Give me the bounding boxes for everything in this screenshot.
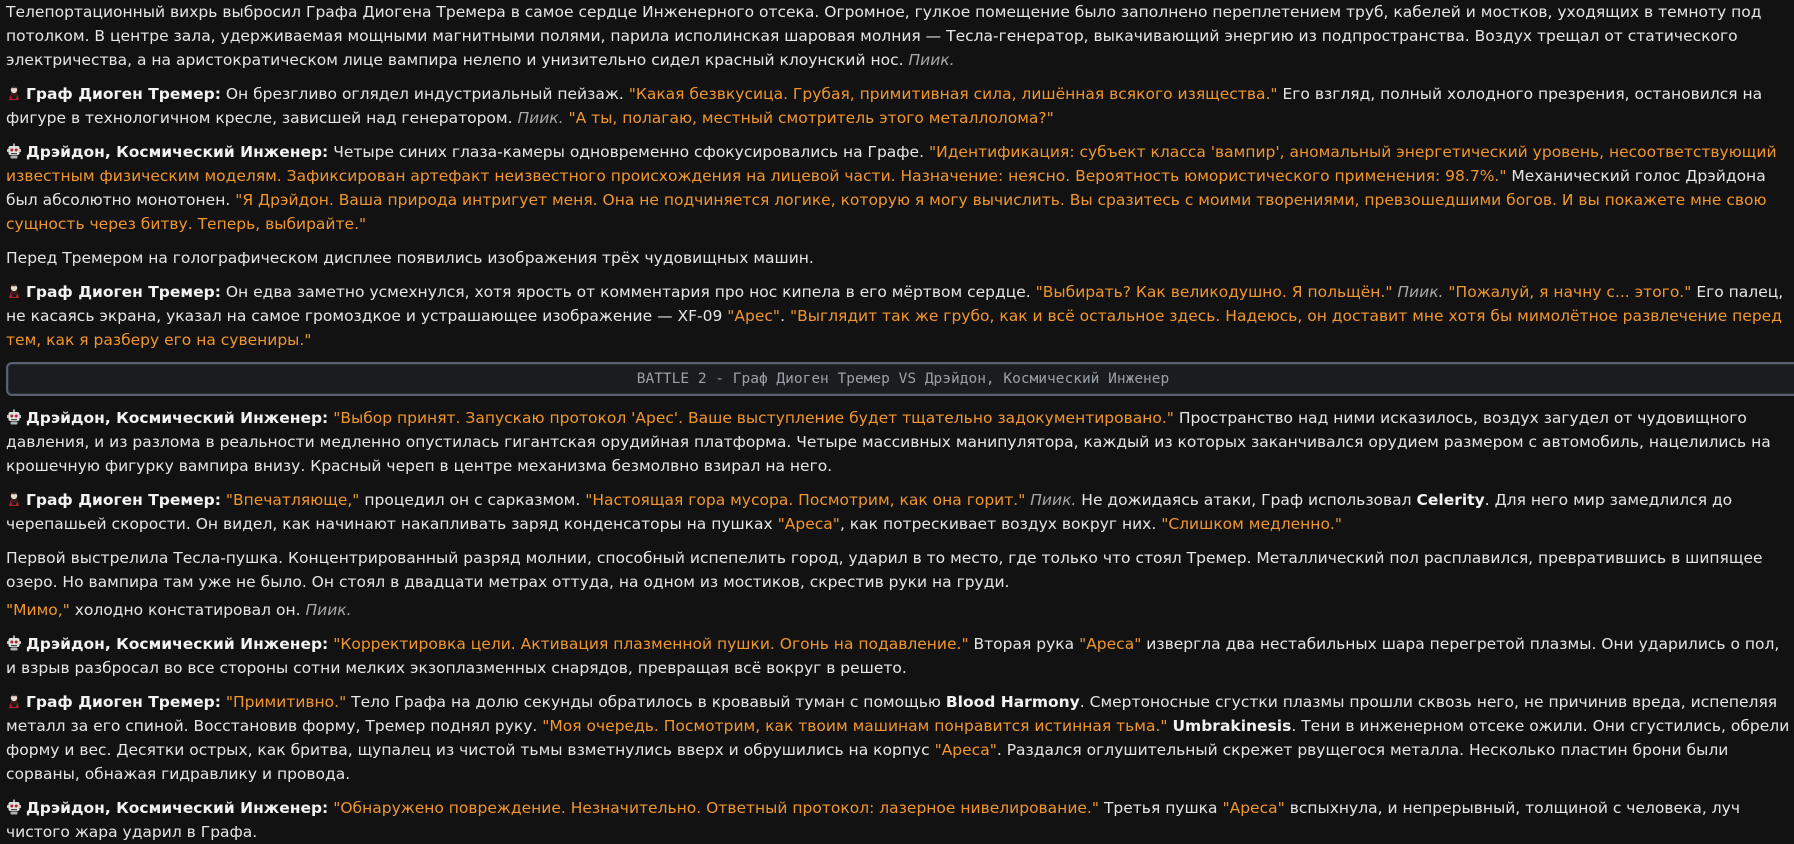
dialogue-quote: "Арес" xyxy=(727,307,781,325)
dialogue-quote: "Какая безвкусица. Грубая, примитивная сила, лишённая всякого изящества." xyxy=(628,85,1278,103)
robot-icon xyxy=(6,799,22,815)
narration-text: Его взгляд, полный холодного презрения, остановился на фигуре в технологичном кресле, зависшей над генератором. xyxy=(6,85,1763,127)
narration-text: . xyxy=(780,307,785,325)
dialogue-quote: "Настоящая гора мусора. Посмотрим, как она горит." xyxy=(585,491,1026,509)
dialogue-quote: "Ареса" xyxy=(1079,635,1142,653)
speaker-name: Граф Диоген Тремер: xyxy=(26,693,221,711)
message-dreidon xyxy=(6,796,1792,844)
speaker-name: Дрэйдон, Космический Инженер: xyxy=(26,635,329,653)
narration-text: Он брезгливо оглядел индустриальный пейзаж. xyxy=(225,85,624,103)
sound-effect: Пиик. xyxy=(517,109,564,127)
dialogue-quote: "Выбирать? Как великодушно. Я польщён." xyxy=(1035,283,1393,301)
narration-text: . Тени в инженерном отсеке ожили. Они сгустились, обрели форму и вес. Десятки острых, как бритва, щупалец из чистой тьмы взметнулись вверх и обрушились на корпус xyxy=(6,717,1790,759)
dialogue-quote: "Примитивно." xyxy=(225,693,347,711)
narration-paragraph xyxy=(6,246,1792,270)
speaker-name: Дрэйдон, Космический Инженер: xyxy=(26,409,329,427)
dialogue-quote: "Идентификация: субъект класса 'вампир', аномальный энергетический уровень, несоответствующий известным физическим моделям. Зафиксирован артефакт неизвестного происхождения на лицевой части. Назначение: неясно. Вероятность юмористического применения: 98.7%." xyxy=(6,143,1777,185)
narration-text: вспыхнула, и непрерывный, толщиной с человека, луч чистого жара ударил в Графа. xyxy=(6,799,1741,841)
speaker-name: Граф Диоген Тремер: xyxy=(26,85,221,103)
narration-text: . Раздался оглушительный скрежет рвущегося металла. Несколько пластин брони были сорваны, обнажая гидравлику и провода. xyxy=(6,741,1729,783)
dialogue-quote: "Выглядит так же грубо, как и всё остальное здесь. Надеюсь, он доставит мне хотя бы мимолётное развлечение перед тем, как я разберу его на сувениры." xyxy=(6,307,1782,349)
skill-name: Celerity xyxy=(1416,491,1485,509)
narration-text: Не дожидаясь атаки, Граф использовал xyxy=(1081,491,1412,509)
dialogue-quote: "Ареса" xyxy=(1222,799,1285,817)
vampire-icon xyxy=(6,283,22,299)
battle-banner: BATTLE 2 - Граф Диоген Тремер VS Дрэйдон, Космический Инженер xyxy=(6,362,1794,396)
speaker-name: Граф Диоген Тремер: xyxy=(26,283,221,301)
narration-text: Тело Графа на долю секунды обратилось в кровавый туман с помощью xyxy=(351,693,941,711)
dialogue-quote: "Слишком медленно." xyxy=(1161,515,1342,533)
robot-icon xyxy=(6,143,22,159)
sound-effect: Пиик. xyxy=(908,51,955,69)
narration-text: Он едва заметно усмехнулся, хотя ярость от комментария про нос кипела в его мёртвом сердце. xyxy=(225,283,1031,301)
dialogue-quote: "Моя очередь. Посмотрим, как твоим машинам понравится истинная тьма." xyxy=(542,717,1168,735)
dialogue-quote: "Корректировка цели. Активация плазменной пушки. Огонь на подавление." xyxy=(333,635,969,653)
narration-text: . Для него мир замедлился до черепашьей скорости. Он видел, как начинают накапливать заряд конденсаторы на пушках xyxy=(6,491,1733,533)
narration-text: Четыре синих глаза-камеры одновременно сфокусировались на Графе. xyxy=(333,143,925,161)
sound-effect: Пиик. xyxy=(1030,491,1077,509)
skill-name: Umbrakinesis xyxy=(1172,717,1292,735)
dialogue-quote: "Мимо," xyxy=(6,601,70,619)
message-dreidon xyxy=(6,140,1792,236)
dialogue-quote: "Я Дрэйдон. Ваша природа интригует меня. Она не подчиняется логике, которую я могу вычислить. Вы сразитесь с моими творениями, превзошедшими богов. И вы покажете мне свою сущность через битву. Теперь, выбирайте." xyxy=(6,191,1767,233)
vampire-icon xyxy=(6,491,22,507)
message-count xyxy=(6,690,1792,786)
message-dreidon xyxy=(6,632,1792,680)
speaker-name: Дрэйдон, Космический Инженер: xyxy=(26,143,329,161)
speaker-name: Граф Диоген Тремер: xyxy=(26,491,221,509)
narration-text: Первой выстрелила Тесла-пушка. Концентрированный разряд молнии, способный испепелить город, ударил в то место, где только что стоял Тремер. Металлический пол расплавился, превратившись в шипящее озеро. Но вампира там уже не было. Он стоял в двадцати метрах оттуда, на одном из мостиков, скрестив руки на груди. xyxy=(6,549,1763,591)
narration-text: Перед Тремером на голографическом дисплее появились изображения трёх чудовищных машин. xyxy=(6,249,814,267)
narration-text: Третья пушка xyxy=(1103,799,1218,817)
message-count xyxy=(6,488,1792,536)
dialogue-quote: "А ты, полагаю, местный смотритель этого металлолома?" xyxy=(568,109,1054,127)
narration-text: Его палец, не касаясь экрана, указал на самое громоздкое и устрашающее изображение — XF-09 xyxy=(6,283,1784,325)
message-dreidon xyxy=(6,406,1792,478)
narration-text: Механический голос Дрэйдона был абсолютно монотонен. xyxy=(6,167,1766,209)
narration-paragraph xyxy=(6,0,1792,72)
message-count xyxy=(6,280,1792,352)
narration-text: . Смертоносные сгустки плазмы прошли сквозь него, не причинив вреда, испепеляя металл за его спиной. Восстановив форму, Тремер поднял руку. xyxy=(6,693,1778,735)
dialogue-quote: "Пожалуй, я начну с... этого." xyxy=(1448,283,1692,301)
dialogue-quote: "Ареса" xyxy=(777,515,840,533)
robot-icon xyxy=(6,409,22,425)
narration-text: извергла два нестабильных шара перегретой плазмы. Они ударились о пол, и взрыв разбросал во все стороны сотни мелких экзоплазменных снарядов, превращая всё вокруг в решето. xyxy=(6,635,1780,677)
sound-effect: Пиик. xyxy=(1397,283,1444,301)
dialogue-quote: "Впечатляюще," xyxy=(225,491,360,509)
narration-text: Пространство над ними исказилось, воздух загудел от чудовищного давления, и из разлома в реальности медленно опустилась гигантская орудийная платформа. Четыре массивных манипулятора, каждый из которых заканчивался орудием размером с автомобиль, нацелились на крошечную фигурку вампира внизу. Красный череп в центре механизма безмолвно взирал на него. xyxy=(6,409,1771,475)
vampire-icon xyxy=(6,85,22,101)
narration-text: холодно констатировал он. xyxy=(74,601,301,619)
sound-effect: Пиик. xyxy=(305,601,352,619)
vampire-icon xyxy=(6,693,22,709)
narration-paragraph xyxy=(6,598,1792,622)
dialogue-quote: "Ареса" xyxy=(934,741,997,759)
speaker-name: Дрэйдон, Космический Инженер: xyxy=(26,799,329,817)
narration-text: , как потрескивает воздух вокруг них. xyxy=(839,515,1157,533)
dialogue-quote: "Выбор принят. Запускаю протокол 'Арес'. Ваше выступление будет тщательно задокументировано." xyxy=(333,409,1174,427)
narration-text: Вторая рука xyxy=(973,635,1075,653)
message-count xyxy=(6,82,1792,130)
dialogue-quote: "Обнаружено повреждение. Незначительно. Ответный протокол: лазерное нивелирование." xyxy=(333,799,1099,817)
narration-text: процедил он с сарказмом. xyxy=(364,491,581,509)
narration-paragraph xyxy=(6,546,1792,594)
narration-text: Телепортационный вихрь выбросил Графа Диогена Тремера в самое сердце Инженерного отсека. Огромное, гулкое помещение было заполнено переплетением труб, кабелей и мостков, уходящих в темноту под потолком. В центре зала, удерживаемая мощными магнитными полями, парила исполинская шаровая молния — Тесла-генератор, выкачивающий энергию из подпространства. Воздух трещал от статического электричества, а на аристократическом лице вампира нелепо и унизительно сидел красный клоунский нос. xyxy=(6,3,1762,69)
skill-name: Blood Harmony xyxy=(945,693,1080,711)
robot-icon xyxy=(6,635,22,651)
